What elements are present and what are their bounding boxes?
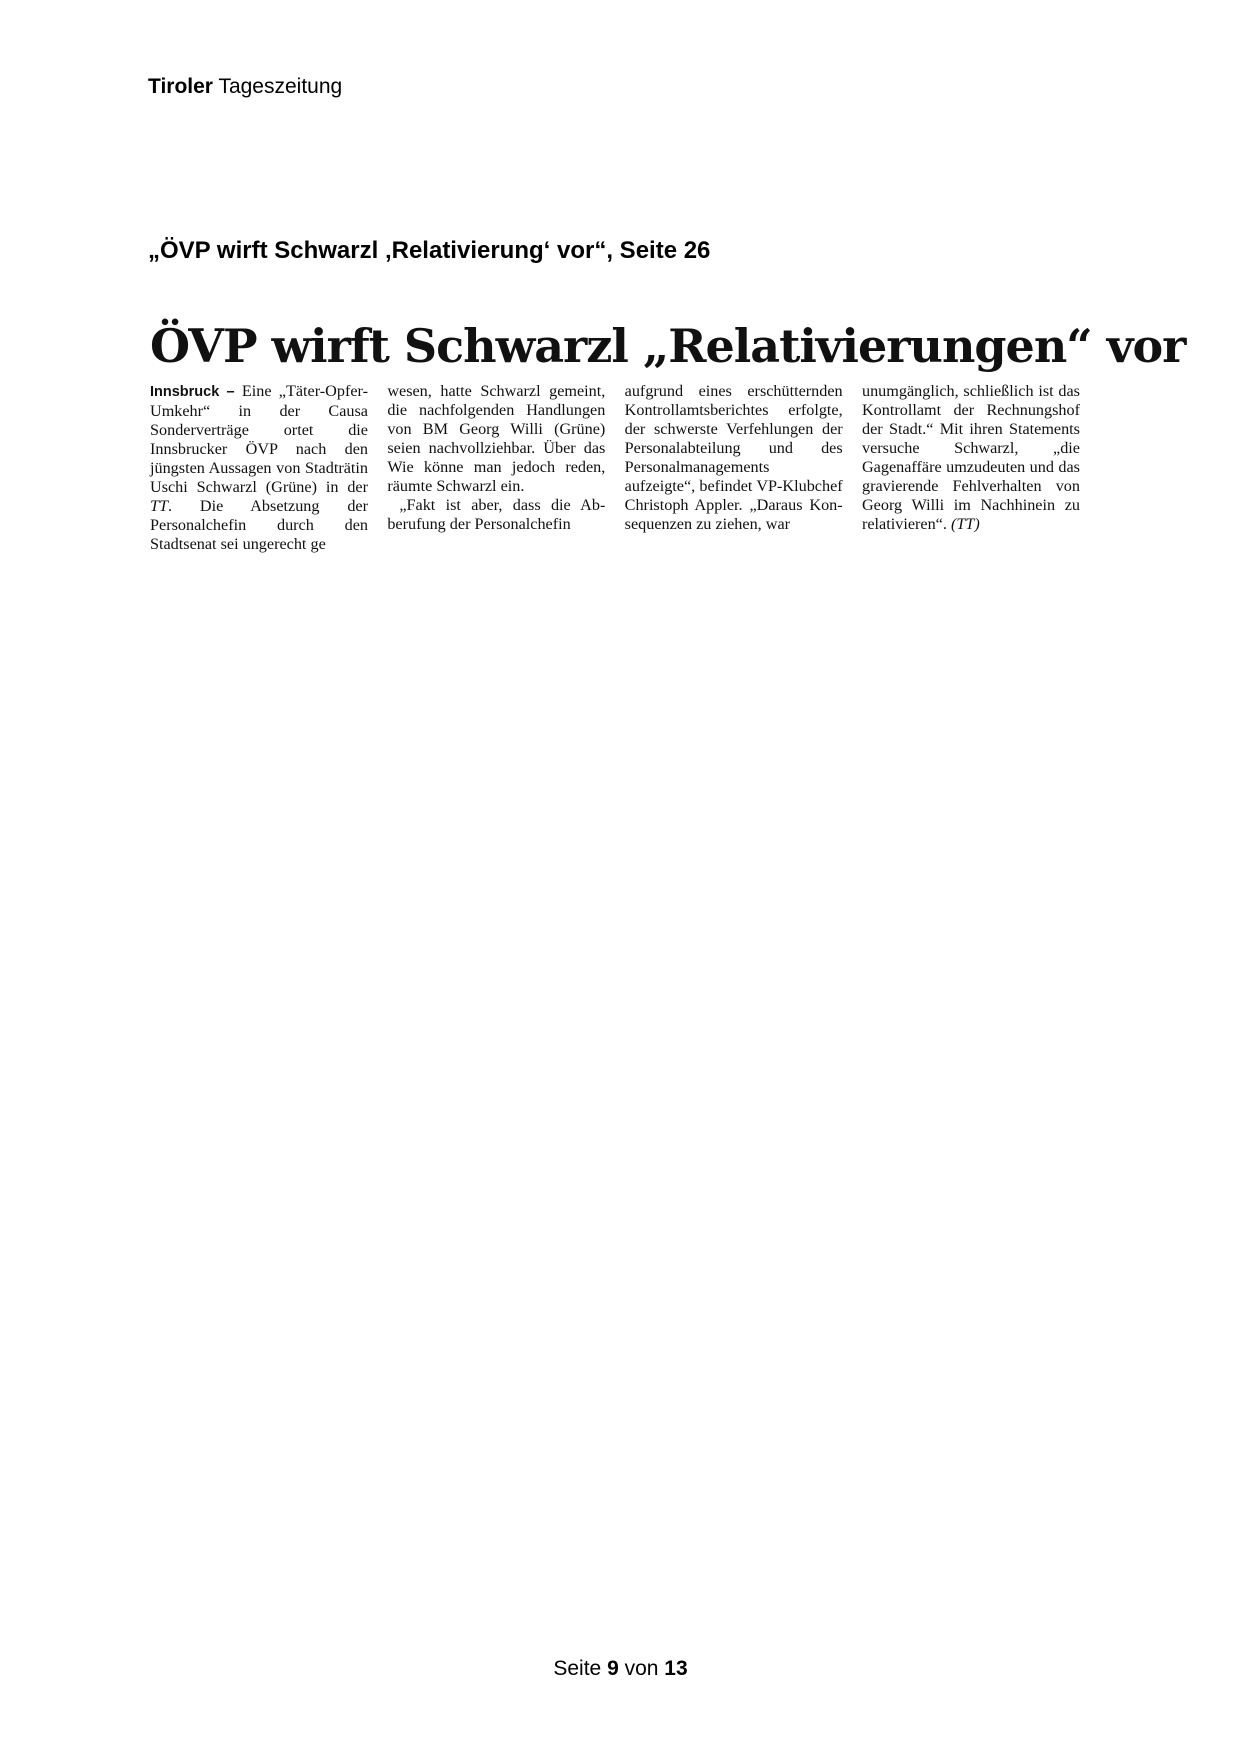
footer-middle: von — [624, 1657, 659, 1680]
masthead-rest: Tageszeitung — [218, 75, 343, 98]
footer-prefix: Seite — [553, 1657, 602, 1680]
article-column-1: Innsbruck – Eine „Täter-Opfer-Umkehr“ in der Causa Sonderverträge ortet die Innsbrucker ÖVP nach den jüngsten Aussagen von Stadträtin Uschi Schwarzl (Grüne) in der TT. Die Absetzung der Personalchefin durch den Stadtsenat sei ungerecht ge — [150, 382, 368, 553]
page-footer — [0, 1656, 1241, 1682]
footer-total-pages: 13 — [664, 1657, 688, 1680]
article-byline: (TT) — [950, 515, 980, 533]
masthead — [148, 74, 342, 100]
article-column-3: aufgrund eines erschütternden Kontrollamtsberichtes erfolgte, der schwerste Verfehlungen der Personalabteilung und des Personalmanagements aufzeigte“, befindet VP-Klubchef Christoph Appler. „Daraus Konsequenzen zu ziehen, war — [624, 382, 843, 533]
footer-page-number: 9 — [607, 1657, 619, 1680]
article-headline: ÖVP wirft Schwarzl „Relativierungen“ vor — [150, 319, 1186, 373]
article-dateline-dash: – — [226, 384, 235, 400]
article-columns — [150, 382, 1080, 554]
document-title: „ÖVP wirft Schwarzl ‚Relativierung‘ vor“, Seite 26 — [148, 237, 711, 264]
article-dateline: Innsbruck — [150, 384, 220, 400]
article-column-2: wesen, hatte Schwarzl gemeint, die nachfolgenden Handlungen von BM Georg Willi (Grüne) seien nachvollziehbar. Über das Wie könne man jedoch reden, räumte Schwarzl ein. „Fakt ist aber, dass die Abberufung der Personalchefin — [387, 382, 606, 533]
newspaper-clipping — [150, 318, 1186, 554]
article-column-4: unumgänglich, schließlich ist das Kontrollamt der Rechnungshof der Stadt.“ Mit ihren Statements versuche Schwarzl, „die Gagenaffäre umzudeuten und das gravierende Fehlverhalten von Georg Willi im Nachhinein zu relativieren“. (TT) — [861, 382, 1080, 533]
masthead-bold: Tiroler — [148, 75, 213, 98]
